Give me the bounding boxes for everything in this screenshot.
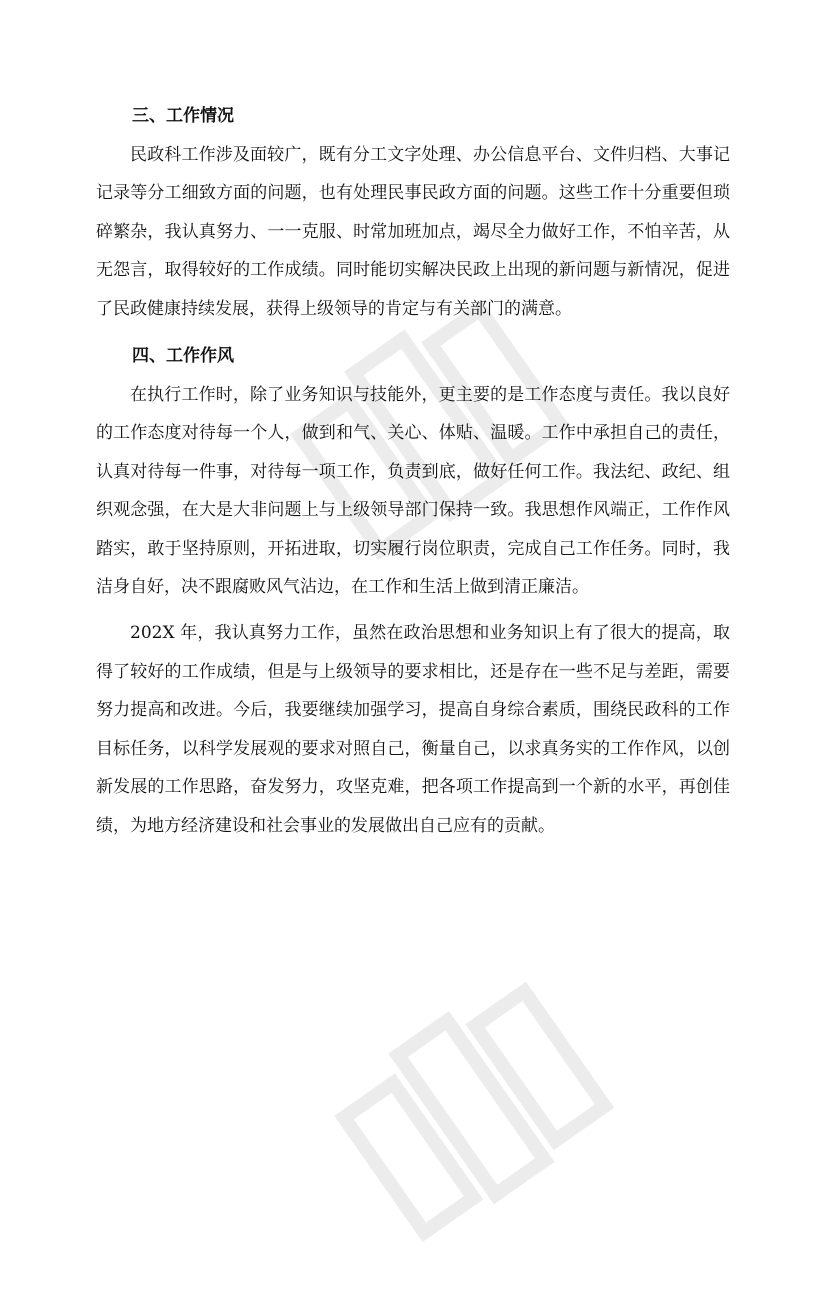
- watermark-stamp-bottom: [305, 947, 656, 1293]
- section-heading-work-status: 三、工作情况: [132, 106, 234, 126]
- paragraph-summary: 202X 年，我认真努力工作，虽然在政治思想和业务知识上有了很大的提高，取得了较好的工作成绩，但是与上级领导的要求相比，还是存在一些不足与差距，需要努力提高和改进。今后，我要继续加强学习，提高自身综合素质，围绕民政科的工作目标任务，以科学发展观的要求对照自己，衡量自己，以求真务实的工作作风，以创新发展的工作思路，奋发努力，攻坚克难，把各项工作提高到一个新的水平，再创佳绩，为地方经济建设和社会事业的发展做出自己应有的贡献。: [96, 623, 730, 836]
- paragraph-work-status: 民政科工作涉及面较广，既有分工文字处理、办公信息平台、文件归档、大事记记录等分工细致方面的问题，也有处理民事民政方面的问题。这些工作十分重要但琐碎繁杂，我认真努力、一一克服、时常加班加点，竭尽全力做好工作，不怕辛苦，从无怨言，取得较好的工作成绩。同时能切实解决民政上出现的新问题与新情况，促进了民政健康持续发展，获得上级领导的肯定与有关部门的满意。: [96, 145, 730, 319]
- paragraph-work-style: 在执行工作时，除了业务知识与技能外，更主要的是工作态度与责任。我以良好的工作态度对待每一个人，做到和气、关心、体贴、温暖。工作中承担自己的责任，认真对待每一件事，对待每一项工作，负责到底，做好任何工作。我法纪、政纪、组织观念强，在大是大非问题上与上级领导部门保持一致。我思想作风端正，工作作风踏实，敢于坚持原则，开拓进取，切实履行岗位职责，完成自己工作任务。同时，我洁身自好，决不跟腐败风气沾边，在工作和生活上做到清正廉洁。: [96, 385, 730, 598]
- document-body: [96, 96, 730, 845]
- section-heading-work-style: 四、工作作风: [132, 346, 234, 367]
